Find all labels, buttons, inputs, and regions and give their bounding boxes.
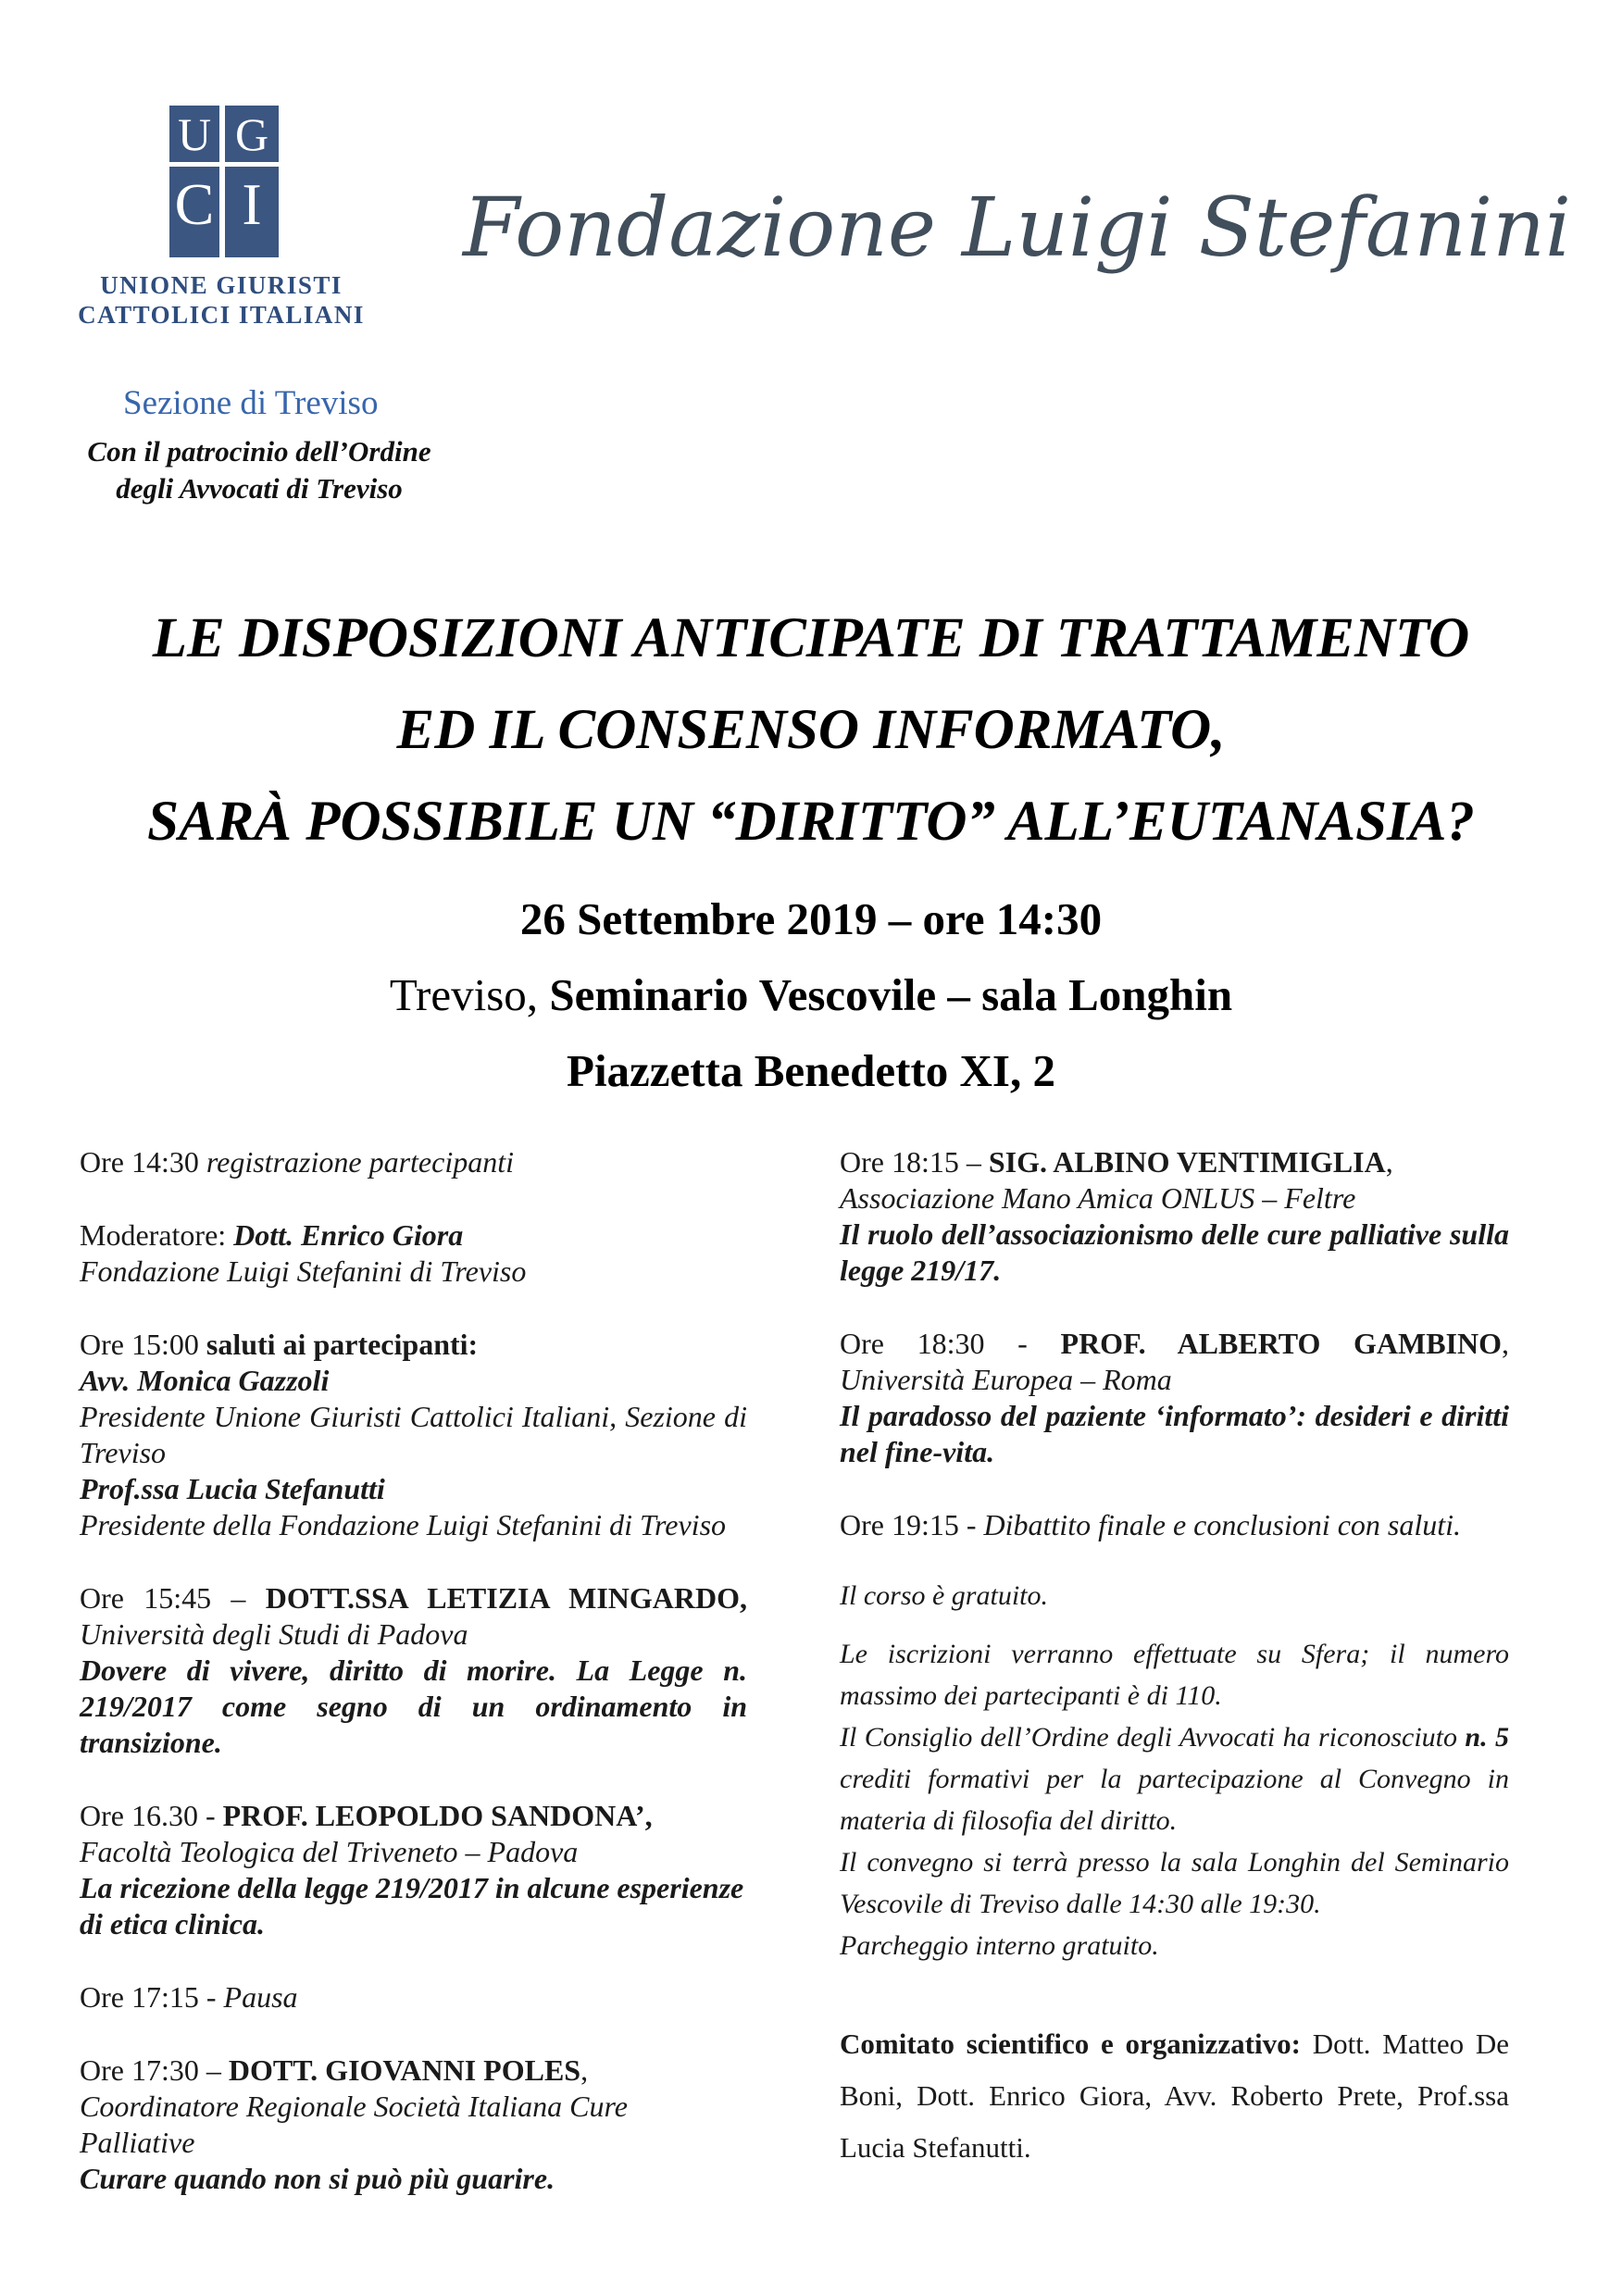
text-segment: Prof.ssa Lucia Stefanutti: [80, 1472, 385, 1505]
event-when: [0, 881, 1622, 1109]
program-line: [80, 1144, 747, 1180]
patronage-note: [65, 433, 454, 507]
text-segment: Ore 16.30 -: [80, 1799, 223, 1832]
program-line: [80, 1217, 747, 1254]
text-segment: Il paradosso del paziente ‘informato’: desideri e diritti nel fine-vita.: [840, 1399, 1509, 1468]
program-line: [80, 1616, 747, 1653]
program-line: [80, 1834, 747, 1870]
text-segment: Le iscrizioni verranno effettuate su Sfera; il numero massimo dei partecipanti è di 110.: [840, 1639, 1509, 1711]
text-segment: Ore 18:15 –: [840, 1145, 989, 1179]
text-segment: Associazione Mano Amica ONLUS – Feltre: [840, 1181, 1356, 1215]
note-venue: [840, 1841, 1509, 1925]
event-title-line2: ED IL CONSENSO INFORMATO,: [396, 699, 1226, 761]
text-segment: saluti ai partecipanti:: [206, 1328, 479, 1361]
program-column-left: [80, 1144, 747, 2197]
text-segment: Moderatore:: [80, 1218, 234, 1252]
program-line: [840, 1841, 1509, 1925]
program-line: [80, 1327, 747, 1363]
program-line: [80, 1507, 747, 1543]
text-segment: Pausa: [223, 1980, 298, 2014]
text-segment: PROF. ALBERTO GAMBINO: [1060, 1327, 1503, 1360]
text-segment: Ore 17:15 -: [80, 1980, 224, 2014]
program-line: [840, 1398, 1509, 1470]
ugci-logo-tile-c: [169, 167, 219, 257]
text-segment: registrazione partecipanti: [206, 1145, 514, 1179]
text-segment: Coordinatore Regionale Società Italiana Cure Palliative: [80, 2090, 628, 2159]
logo-caption: [36, 270, 406, 330]
section-treviso-label: Sezione di Treviso: [123, 384, 379, 422]
program-line: [840, 1326, 1509, 1362]
program-line: [80, 1979, 747, 2015]
program-line: [80, 1254, 747, 1290]
text-segment: n. 5: [1465, 1722, 1509, 1753]
moderator: [80, 1217, 747, 1290]
note-parking: [840, 1925, 1509, 1966]
text-segment: Dibattito finale e conclusioni con saluti.: [983, 1508, 1462, 1541]
text-segment: Ore 15:45 –: [80, 1581, 266, 1615]
text-segment: Fondazione Luigi Stefanini di Treviso: [80, 1254, 527, 1288]
note-free: [840, 1575, 1509, 1616]
program-line: [840, 1507, 1509, 1543]
text-segment: Curare quando non si può più guarire.: [80, 2162, 555, 2195]
text-segment: PROF. LEOPOLDO SANDONA’,: [222, 1799, 653, 1832]
final-debate: [840, 1507, 1509, 1543]
event-title: [0, 593, 1622, 867]
text-segment: Il convegno si terrà presso la sala Longhin del Seminario Vescovile di Treviso dalle 14:30 alle 19:30.: [840, 1847, 1509, 1919]
ugci-logo: [169, 106, 279, 257]
text-segment: Dovere di vivere, diritto di morire. La Legge n. 219/2017 come segno di un ordinamento in transizione.: [80, 1653, 747, 1759]
text-segment: Dott. Enrico Giora: [233, 1218, 464, 1252]
talk-mingardo: [80, 1580, 747, 1761]
program-line: [80, 1653, 747, 1761]
text-segment: Avv. Monica Gazzoli: [80, 1364, 330, 1397]
text-segment: Parcheggio interno gratuito.: [840, 1930, 1159, 1961]
fondazione-wordmark: Fondazione Luigi Stefanini: [463, 180, 1572, 275]
committee-members: [840, 2018, 1509, 2174]
ugci-logo-tile-i: [225, 167, 279, 257]
note-credits: [840, 1716, 1509, 1841]
talk-poles: [80, 2053, 747, 2197]
program-line: [80, 1798, 747, 1834]
text-segment: Facoltà Teologica del Triveneto – Padova: [80, 1835, 579, 1868]
event-date: 26 Settembre 2019 – ore 14:30: [519, 893, 1103, 944]
event-title-line3: SARÀ POSSIBILE UN “DIRITTO” ALL’EUTANASIA?: [147, 791, 1475, 853]
break: [80, 1979, 747, 2015]
logo-letter: C: [174, 171, 215, 237]
text-segment: Ore 19:15 -: [840, 1508, 984, 1541]
event-venue-hall: Seminario Vescovile – sala Longhin: [549, 969, 1233, 1020]
patronage-line2: degli Avvocati di Treviso: [116, 472, 403, 505]
program-entries-left: [80, 1144, 747, 2197]
program-line: [840, 1575, 1509, 1616]
event-venue: [0, 957, 1622, 1033]
text-segment: Il Consiglio dell’Ordine degli Avvocati ha riconosciuto: [840, 1722, 1466, 1753]
text-segment: DOTT.SSA LETIZIA MINGARDO,: [265, 1581, 748, 1615]
program-line: [840, 1716, 1509, 1841]
program-line: [80, 1471, 747, 1507]
ugci-logo-tile-g: [225, 106, 279, 162]
event-address: Piazzetta Benedetto XI, 2: [567, 1045, 1055, 1096]
logo-letter: U: [177, 107, 212, 160]
text-segment: Ore 17:30 –: [80, 2053, 229, 2087]
logo-caption-line2: CATTOLICI ITALIANI: [78, 301, 365, 329]
program-column-right: [840, 1144, 1509, 2174]
talk-gambino: [840, 1326, 1509, 1470]
note-registration: [840, 1633, 1509, 1716]
program-line: [80, 1363, 747, 1399]
program-line: [80, 1580, 747, 1616]
program-line: [80, 1399, 747, 1471]
program-line: [840, 1925, 1509, 1966]
text-segment: crediti formativi per la partecipazione al Convegno in materia di filosofia del diritto.: [840, 1764, 1509, 1836]
text-segment: Università Europea – Roma: [840, 1363, 1172, 1396]
program-line: [840, 1362, 1509, 1398]
greetings: [80, 1327, 747, 1543]
text-segment: DOTT. GIOVANNI POLES: [228, 2053, 581, 2087]
program-line: [840, 1144, 1509, 1180]
program-line: [80, 1870, 747, 1942]
program-line: [80, 2089, 747, 2161]
text-segment: La ricezione della legge 219/2017 in alcune esperienze di etica clinica.: [80, 1871, 744, 1940]
text-segment: Ore 14:30: [80, 1145, 206, 1179]
text-segment: Dott. Matteo De Boni, Dott. Enrico Giora, Avv. Roberto Prete, Prof.ssa Lucia Stefanutti.: [840, 2028, 1509, 2164]
program-line: [840, 1217, 1509, 1289]
logo-letter: I: [242, 171, 262, 237]
registration: [80, 1144, 747, 1180]
text-segment: Il ruolo dell’associazionismo delle cure palliative sulla legge 219/17.: [840, 1217, 1509, 1287]
logo-letter: G: [234, 107, 269, 160]
program-line: [80, 2161, 747, 2197]
talk-sandona: [80, 1798, 747, 1942]
logo-caption-line1: UNIONE GIURISTI: [100, 271, 343, 299]
text-segment: ,: [1502, 1327, 1510, 1360]
text-segment: Presidente Unione Giuristi Cattolici Italiani, Sezione di Treviso: [80, 1400, 747, 1469]
text-segment: SIG. ALBINO VENTIMIGLIA: [988, 1145, 1386, 1179]
event-title-line1: LE DISPOSIZIONI ANTICIPATE DI TRATTAMENTO: [152, 607, 1470, 669]
patronage-line1: Con il patrocinio dell’Ordine: [87, 435, 431, 468]
program-line: [840, 2018, 1509, 2174]
text-segment: Presidente della Fondazione Luigi Stefanini di Treviso: [80, 1508, 727, 1541]
text-segment: Comitato scientifico e organizzativo:: [840, 2028, 1313, 2060]
text-segment: ,: [1385, 1145, 1393, 1179]
text-segment: ,: [580, 2053, 589, 2087]
event-venue-city: Treviso,: [389, 969, 550, 1020]
talk-ventimiglia: [840, 1144, 1509, 1289]
text-segment: Ore 15:00: [80, 1328, 206, 1361]
info-notes: [840, 1575, 1509, 1966]
ugci-logo-tile-u: [169, 106, 219, 162]
text-segment: Università degli Studi di Padova: [80, 1617, 468, 1651]
program-line: [840, 1180, 1509, 1217]
text-segment: Il corso è gratuito.: [840, 1580, 1048, 1611]
program-line: [80, 2053, 747, 2089]
committee-note: [840, 2018, 1509, 2174]
program-line: [840, 1633, 1509, 1716]
text-segment: Ore 18:30 -: [840, 1327, 1061, 1360]
program-entries-right: [840, 1144, 1509, 1543]
